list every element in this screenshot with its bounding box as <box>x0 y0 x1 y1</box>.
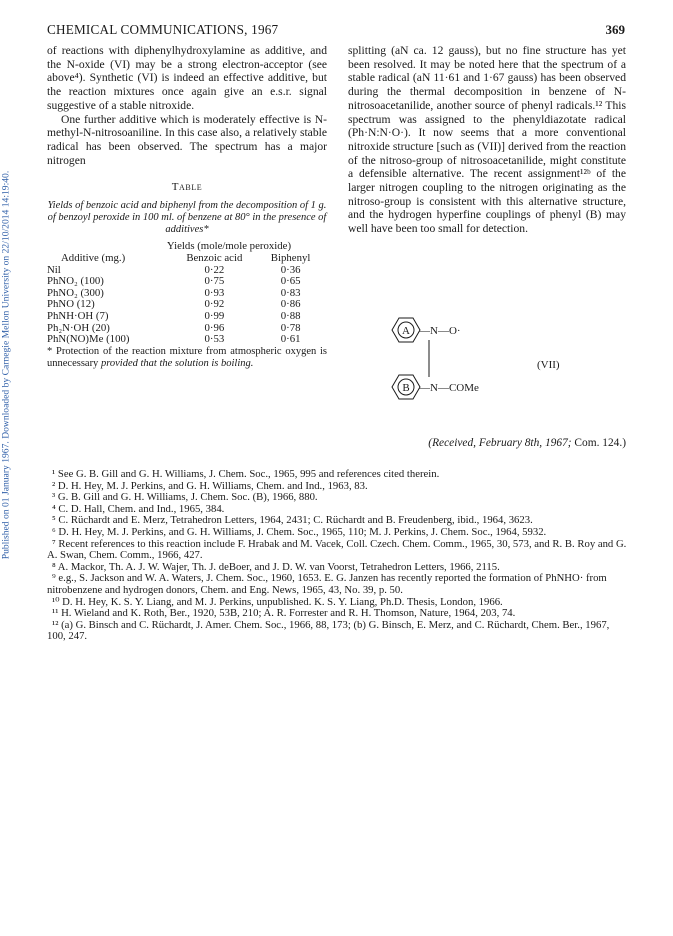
cell-benzoic-acid: 0·22 <box>204 263 225 276</box>
right-column <box>348 44 626 236</box>
cell-biphenyl: 0·36 <box>280 263 301 276</box>
cell-biphenyl: 0·83 <box>280 286 301 299</box>
cell-biphenyl: 0·88 <box>280 309 301 322</box>
left-paragraph-2: One further additive which is moderately effective is N-methyl-N-nitrosoaniline. In this case also, a relatively stable radical has been observed. The spectrum has a major nitrogen <box>47 112 327 167</box>
right-paragraph-1: splitting (aN ca. 12 gauss), but no fine structure has yet been resolved. It may be noted here that the spectrum of a stable radical (aN 11·61 and 1·67 gauss) has been observed during the thermal decomposition in benzene of N-nitrosoacetanilide, another source of phenyl radicals.¹² This spectrum was assigned to the phenyldiazotate radical (Ph·N:N·O·). It now seems that a more conventional nitroxide structure [such as (VII)] derived from the reaction of the nitroso-group of nitrosoacetanilide, might constitute a defensible alternative. The recent assignment¹²ᵇ of the larger nitrogen coupling to the nitrogen originating as the nitroso-group is consistent with this alternative structure, and the hydrogen hyperfine couplings of phenyl (B) may well have been too small for detection. <box>348 44 626 236</box>
reference-item: ⁴ C. D. Hall, Chem. and Ind., 1965, 384. <box>52 502 225 515</box>
ring-a-label: A <box>402 325 410 337</box>
cell-additive: PhN(NO)Me (100) <box>47 333 130 346</box>
communication-number: Com. 124.) <box>574 437 626 449</box>
col-header-biphenyl: Biphenyl <box>270 252 311 265</box>
side-download-text: Published on 01 January 1967. Downloaded by Carnegie Mellon University on 22/10/2014 14:19:40. <box>0 170 12 560</box>
cell-benzoic-acid: 0·75 <box>204 275 225 288</box>
references-list <box>47 469 627 643</box>
structure-vii-diagram <box>382 300 502 415</box>
table-footnote <box>47 346 327 370</box>
compound-label: (VII) <box>537 359 560 371</box>
reference-item: ⁶ D. H. Hey, M. J. Perkins, and G. H. Williams, J. Chem. Soc., 1965, 110; M. J. Perkins, J. Chem. Soc., 1964, 5932. <box>52 525 547 538</box>
cell-benzoic-acid: 0·96 <box>204 321 225 334</box>
cell-additive: PhNH·OH (7) <box>47 309 109 322</box>
nitroxide-group: —N—O· <box>419 325 461 337</box>
side-download-note <box>0 130 14 600</box>
table-header-row <box>47 253 327 265</box>
col-header-additive: Additive (mg.) <box>61 252 126 265</box>
page-number: 369 <box>605 22 625 37</box>
reference-item: ¹² (a) G. Binsch and C. Rüchardt, J. Amer. Chem. Soc., 1966, 88, 173; (b) G. Binsch, E. Merz, and C. Rüchardt, Chem. Ber., 1967, 100, 247. <box>47 618 610 643</box>
reference-item: ¹ See G. B. Gill and G. H. Williams, J. Chem. Soc., 1965, 995 and references cited therein. <box>52 468 440 480</box>
cell-benzoic-acid: 0·53 <box>204 333 225 346</box>
cell-biphenyl: 0·86 <box>280 298 301 311</box>
reference-item: ¹⁰ D. H. Hey, K. S. Y. Liang, and M. J. Perkins, unpublished. K. S. Y. Liang, Ph.D. Thesis, London, 1966. <box>52 595 503 608</box>
cell-additive: PhNO (12) <box>47 298 95 311</box>
reference-item: ⁸ A. Mackor, Th. A. J. W. Wajer, Th. J. deBoer, and J. D. W. van Voorst, Tetrahedron Letters, 1966, 2115. <box>52 560 500 573</box>
table-heading: Table <box>171 181 203 194</box>
journal-title: CHEMICAL COMMUNICATIONS, 1967 <box>47 22 279 37</box>
page-header <box>47 22 625 38</box>
cell-additive: PhNO₂ (100) <box>47 275 104 288</box>
ring-b-label: B <box>402 382 410 394</box>
cell-benzoic-acid: 0·92 <box>204 298 225 311</box>
table-caption: Yields of benzoic acid and biphenyl from the decomposition of 1 g. of benzoyl peroxide in 100 ml. of benzene at 80° in the presence of additives* <box>47 200 327 235</box>
table-footnote-text: * Protection of the reaction mixture from atmospheric oxygen is unnecessary <box>47 345 327 369</box>
structure-vii-svg <box>382 300 502 415</box>
yields-table <box>47 241 327 345</box>
reference-item: ¹¹ H. Wieland and K. Roth, Ber., 1920, 53B, 210; A. R. Forrester and R. H. Thomson, Nature, 1964, 203, 74. <box>52 607 516 620</box>
table-group-header: Yields (mole/mole peroxide) <box>166 240 292 253</box>
cell-benzoic-acid: 0·93 <box>204 286 225 299</box>
reference-item: ³ G. B. Gill and G. H. Williams, J. Chem. Soc. (B), 1966, 880. <box>52 491 318 504</box>
left-paragraph-1: of reactions with diphenylhydroxylamine as additive, and the N-oxide (VI) may be a strong electron-acceptor (see above⁴). Synthetic (VI) is indeed an effective additive, but the reaction mixtures once again give an e.s.r. signal suggestive of a stable nitroxide. <box>47 44 327 112</box>
reference-item: ⁵ C. Rüchardt and E. Merz, Tetrahedron Letters, 1964, 2431; C. Rüchardt and B. Freudenberg, ibid., 1964, 3623. <box>52 514 533 527</box>
cell-benzoic-acid: 0·99 <box>204 309 225 322</box>
col-header-benzoic-acid: Benzoic acid <box>186 252 243 265</box>
cell-biphenyl: 0·78 <box>280 321 301 334</box>
left-column <box>47 44 327 369</box>
reference-item: ⁹ e.g., S. Jackson and W. A. Waters, J. Chem. Soc., 1960, 1653. E. G. Janzen has recently reported the formation of PhNHO· from nitrobenzene and hydrogen donors, Chem. and Eng. News, 1965, 43, No. 39, p. 50. <box>47 572 607 596</box>
acetamide-group: —N—COMe <box>419 382 479 394</box>
cell-additive: Nil <box>47 263 61 276</box>
cell-additive: PhNO₂ (300) <box>47 286 104 299</box>
received-line <box>400 437 626 449</box>
received-date: (Received, February 8th, 1967; <box>428 437 575 449</box>
cell-additive: Ph₂N·OH (20) <box>47 321 110 334</box>
cell-biphenyl: 0·61 <box>280 333 301 346</box>
reference-item: ² D. H. Hey, M. J. Perkins, and G. H. Williams, Chem. and Ind., 1963, 83. <box>52 479 368 492</box>
reference-item: ⁷ Recent references to this reaction include F. Hrabak and M. Vacek, Coll. Czech. Chem. Comm., 1965, 30, 573, and R. B. Roy and G. A. Swan, Chem. Comm., 1966, 427. <box>47 537 627 562</box>
cell-biphenyl: 0·65 <box>280 275 301 288</box>
table-footnote-emphasis: provided that the solution is boiling. <box>100 357 254 369</box>
table-row <box>47 334 327 346</box>
table-row <box>47 311 327 323</box>
